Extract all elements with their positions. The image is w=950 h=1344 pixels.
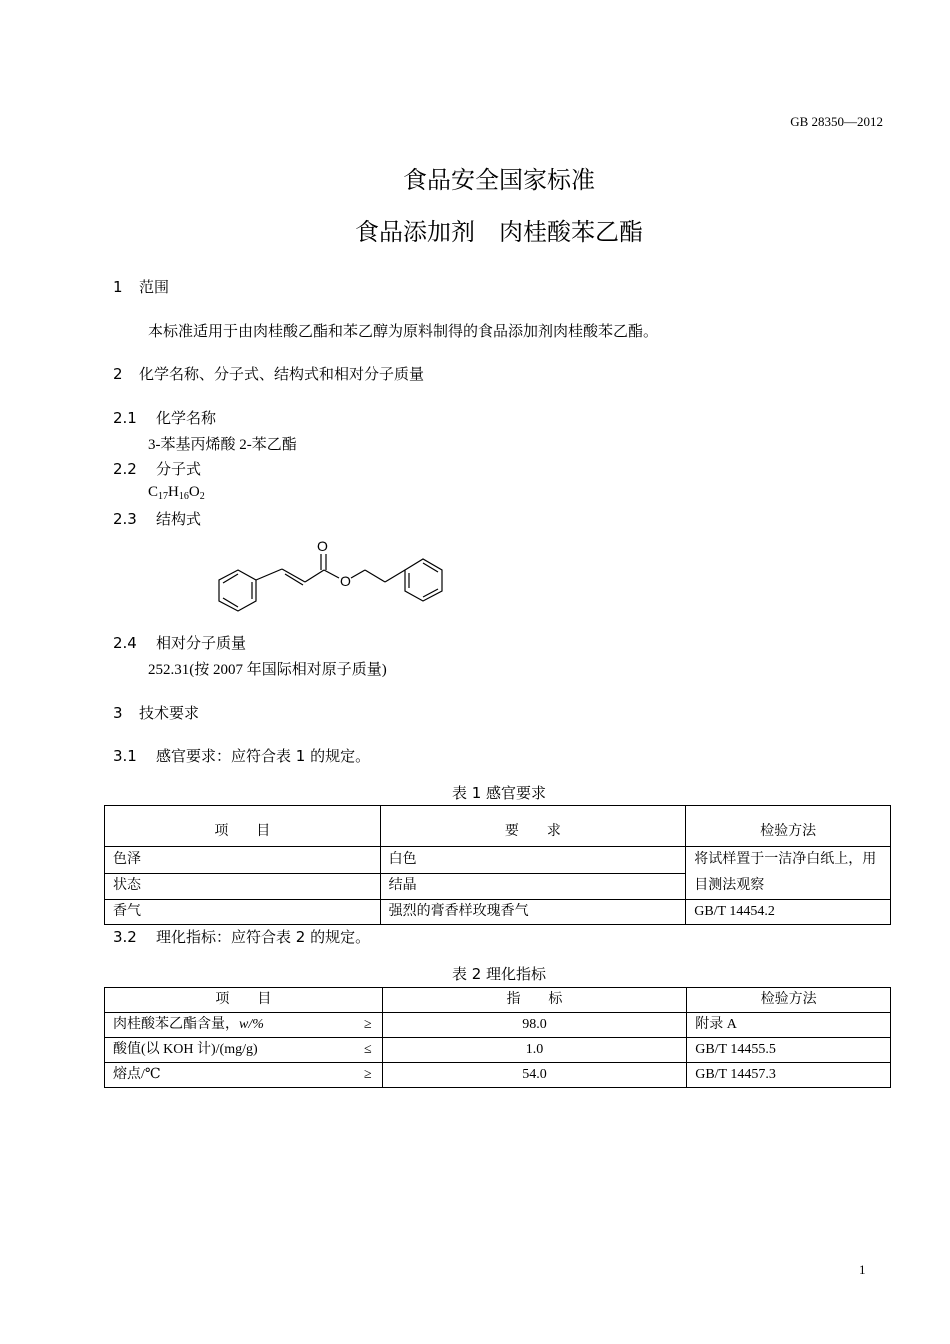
section-title: 感官要求：应符合表 1 的规定。 xyxy=(156,747,371,765)
relation-symbol: ≤ xyxy=(363,1042,372,1057)
phenyl-ring-right xyxy=(405,559,442,601)
table1-caption: 表 1 感官要求 xyxy=(451,784,547,802)
section-title: 化学名称、分子式、结构式和相对分子质量 xyxy=(139,365,425,383)
section-3-heading xyxy=(113,702,199,723)
phenyl-ring-left xyxy=(219,570,256,611)
table-cell: 熔点/℃ ≥ xyxy=(105,1063,383,1088)
section-title: 化学名称 xyxy=(156,409,217,427)
table-cell: 白色 xyxy=(380,847,686,874)
table-header-row xyxy=(105,806,891,847)
section-2-2-heading xyxy=(113,458,201,479)
section-title: 相对分子质量 xyxy=(156,634,247,652)
column-header: 要 求 xyxy=(380,806,686,847)
molecular-mass: 252.31(按 2007 年国际相对原子质量) xyxy=(148,662,387,678)
section-number: 1 xyxy=(113,278,123,296)
molecular-formula: $C_{17}H_{16}O_2$ xyxy=(148,484,205,502)
page-number: 1 xyxy=(859,1262,866,1277)
table-cell: 香气 xyxy=(105,900,381,925)
structural-formula xyxy=(205,536,465,616)
column-header: 项 目 xyxy=(105,988,383,1013)
table-cell: 1.0 xyxy=(382,1038,687,1063)
scope-text: 本标准适用于由肉桂酸乙酯和苯乙醇为原料制得的食品添加剂肉桂酸苯乙酯。 xyxy=(148,324,659,340)
table-cell: 状态 xyxy=(105,873,381,900)
carbonyl-oxygen-label: O xyxy=(317,538,328,554)
section-title: 结构式 xyxy=(156,510,202,528)
section-title: 范围 xyxy=(139,278,170,296)
column-header: 检验方法 xyxy=(687,988,891,1013)
table-cell: 色泽 xyxy=(105,847,381,874)
column-header: 项 目 xyxy=(105,806,381,847)
section-number: 2 xyxy=(113,365,123,383)
standard-code: GB 28350—2012 xyxy=(790,114,883,129)
table-cell: 结晶 xyxy=(380,873,686,900)
document-title: 食品安全国家标准 xyxy=(403,166,595,194)
table-cell: 54.0 xyxy=(382,1063,687,1088)
section-title: 理化指标：应符合表 2 的规定。 xyxy=(156,928,371,946)
table-cell: GB/T 14454.2 xyxy=(686,900,891,925)
section-2-1-heading xyxy=(113,407,216,428)
relation-symbol: ≥ xyxy=(363,1067,372,1082)
table-cell: 酸值(以 KOH 计)/(mg/g) ≤ xyxy=(105,1038,383,1063)
section-1-heading xyxy=(113,276,169,297)
section-number: 3 xyxy=(113,704,123,722)
table-cell: 强烈的膏香样玫瑰香气 xyxy=(380,900,686,925)
table-row xyxy=(105,900,891,925)
table-row xyxy=(105,1013,891,1038)
section-2-heading xyxy=(113,363,424,384)
section-title: 技术要求 xyxy=(139,704,200,722)
table-cell: 附录 A xyxy=(687,1013,891,1038)
chemical-name: 3-苯基丙烯酸 2-苯乙酯 xyxy=(148,437,297,453)
section-number: 3.1 xyxy=(113,747,137,765)
merged-method-cell: 将试样置于一洁净白纸上，用 目测法观察 xyxy=(686,847,891,900)
column-header: 检验方法 xyxy=(686,806,891,847)
section-number: 2.1 xyxy=(113,409,137,427)
section-3-1-heading xyxy=(113,745,370,766)
section-3-2-heading xyxy=(113,926,370,947)
section-number: 2.3 xyxy=(113,510,137,528)
table-row xyxy=(105,847,891,874)
table-header-row xyxy=(105,988,891,1013)
section-title: 分子式 xyxy=(156,460,202,478)
section-number: 3.2 xyxy=(113,928,137,946)
document-subtitle: 食品添加剂 肉桂酸苯乙酯 xyxy=(355,218,643,246)
section-number: 2.4 xyxy=(113,634,137,652)
table-cell: 98.0 xyxy=(382,1013,687,1038)
column-header: 指 标 xyxy=(382,988,687,1013)
physicochemical-table xyxy=(104,987,891,1088)
section-number: 2.2 xyxy=(113,460,137,478)
section-2-4-heading xyxy=(113,632,246,653)
table-cell: 肉桂酸苯乙酯含量，w/% ≥ xyxy=(105,1013,383,1038)
table-cell: GB/T 14455.5 xyxy=(687,1038,891,1063)
ester-oxygen-label: O xyxy=(340,573,351,589)
table2-caption: 表 2 理化指标 xyxy=(451,965,547,983)
table-cell: GB/T 14457.3 xyxy=(687,1063,891,1088)
table-row xyxy=(105,1038,891,1063)
sensory-requirements-table xyxy=(104,805,891,925)
table-row xyxy=(105,1063,891,1088)
relation-symbol: ≥ xyxy=(363,1017,372,1032)
section-2-3-heading xyxy=(113,508,201,529)
